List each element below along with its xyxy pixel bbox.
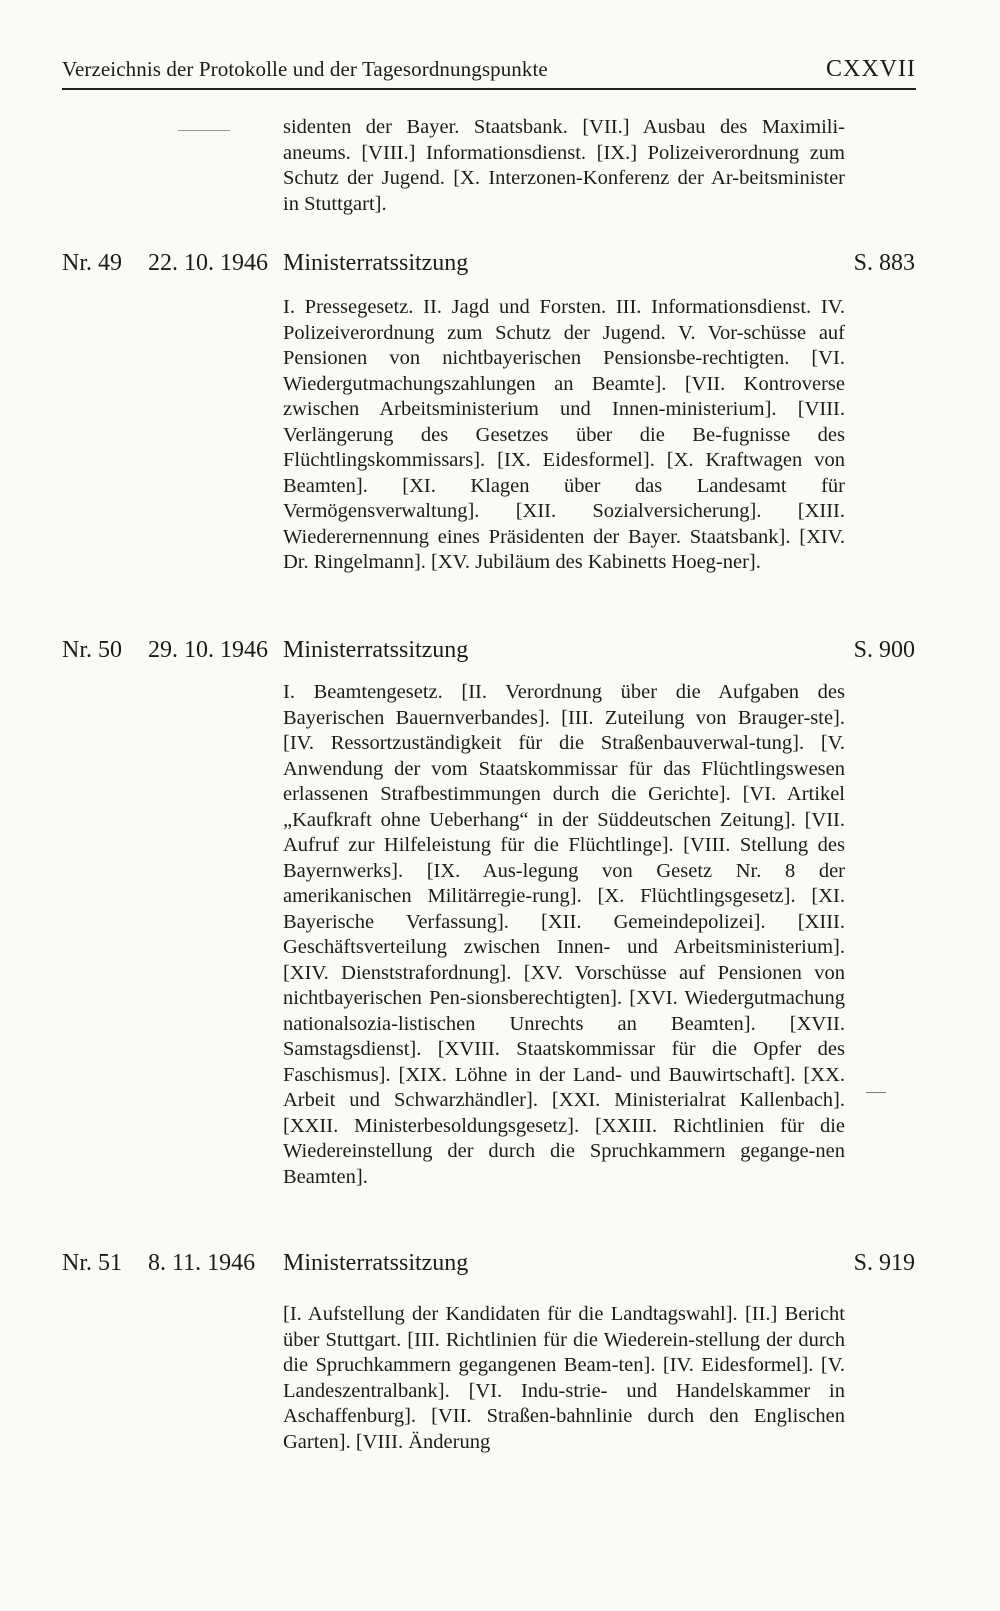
entry-number: Nr. 51 [62, 1250, 122, 1276]
entry-page-reference: S. 900 [853, 637, 915, 663]
entry-title: Ministerratssitzung [283, 637, 469, 663]
entry-page-reference: S. 883 [853, 250, 915, 276]
entry-number: Nr. 49 [62, 250, 122, 276]
entry-agenda-49: I. Pressegesetz. II. Jagd und Forsten. III. Informationsdienst. IV. Polizeiverordnung zum Schutz der Jugend. V. Vor-schüsse auf Pensionen von nichtbayerischen Pensionsbe-rechtigten. [VI. Wiedergutmachungszahlungen an Beamte]. [VII. Kontroverse zwischen Arbeitsministerium und Innen-ministerium]. [VIII. Verlängerung des Gesetzes über die Be-fugnisse des Flüchtlingskommissars]. [IX. Eidesformel]. [X. Kraftwagen von Beamten]. [XI. Klagen über das Landesamt für Vermögensverwaltung]. [XII. Sozialversicherung]. [XIII. Wiederernennung eines Präsidenten der Bayer. Staatsbank]. [XIV. Dr. Ringelmann]. [XV. Jubiläum des Kabinetts Hoeg-ner]. [283, 296, 845, 573]
entry-title: Ministerratssitzung [283, 1250, 469, 1276]
entry-number: Nr. 50 [62, 637, 122, 663]
entry-heading-50 [62, 637, 915, 669]
entry-date: 29. 10. 1946 [148, 637, 268, 663]
continuation-text: sidenten der Bayer. Staatsbank. [VII.] Ausbau des Maximili-aneums. [VIII.] Informationsdienst. [IX.] Polizeiverordnung zum Schutz der Jugend. [X. Interzonen-Konferenz der Ar-beitsminister in Stuttgart]. [283, 116, 845, 215]
header-title: Verzeichnis der Protokolle und der Tagesordnungspunkte [62, 57, 548, 81]
entry-heading-49 [62, 250, 915, 282]
entry-heading-51 [62, 1250, 915, 1282]
entry-page-reference: S. 919 [853, 1250, 915, 1276]
entry-date: 8. 11. 1946 [148, 1250, 256, 1276]
margin-dash [866, 1092, 886, 1093]
entry-date: 22. 10. 1946 [148, 250, 268, 276]
entry-agenda-50: I. Beamtengesetz. [II. Verordnung über die Aufgaben des Bayerischen Bauernverbandes]. [III. Zuteilung von Brauger-ste]. [IV. Ressortzuständigkeit für die Straßenbauverwal-tung]. [V. Anwendung der vom Staatskommissar für das Flüchtlingswesen erlassenen Strafbestimmungen durch die Gerichte]. [VI. Artikel „Kaufkraft ohne Ueberhang“ in der Süddeutschen Zeitung]. [VII. Aufruf zur Hilfeleistung für die Flüchtlinge]. [VIII. Stellung des Bayernwerks]. [IX. Aus-legung von Gesetz Nr. 8 der amerikanischen Militärregie-rung]. [X. Flüchtlingsgesetz]. [XI. Bayerische Verfassung]. [XII. Gemeindepolizei]. [XIII. Geschäftsverteilung zwischen Innen- und Arbeitsministerium]. [XIV. Dienststrafordnung]. [XV. Vorschüsse auf Pensionen von nichtbayerischen Pen-sionsberechtigten]. [XVI. Wiedergutmachung nationalsozia-listischen Unrechts an Beamten]. [XVII. Samstagsdienst]. [XVIII. Staatskommissar für die Opfer des Faschismus]. [XIX. Löhne in der Land- und Bauwirtschaft]. [XX. Arbeit und Schwarzhändler]. [XXI. Ministerialrat Kallenbach]. [XXII. Ministerbesoldungsgesetz]. [XXIII. Richtlinien für die Wiedereinstellung der durch die Spruchkammern gegange-nen Beamten]. [283, 681, 845, 1188]
header-page-number: CXXVII [826, 56, 916, 82]
running-header [62, 52, 916, 90]
entry-title: Ministerratssitzung [283, 250, 469, 276]
entry-agenda-51: [I. Aufstellung der Kandidaten für die Landtagswahl]. [II.] Bericht über Stuttgart. [III. Richtlinien für die Wiederein-stellung der durch die Spruchkammern gegangenen Beam-ten]. [IV. Eidesformel]. [V. Landeszentralbank]. [VI. Indu-strie- und Handelskammer in Aschaffenburg]. [VII. Straßen-bahnlinie durch den Englischen Garten]. [VIII. Änderung [283, 1303, 845, 1453]
continuation-dash [178, 130, 230, 131]
